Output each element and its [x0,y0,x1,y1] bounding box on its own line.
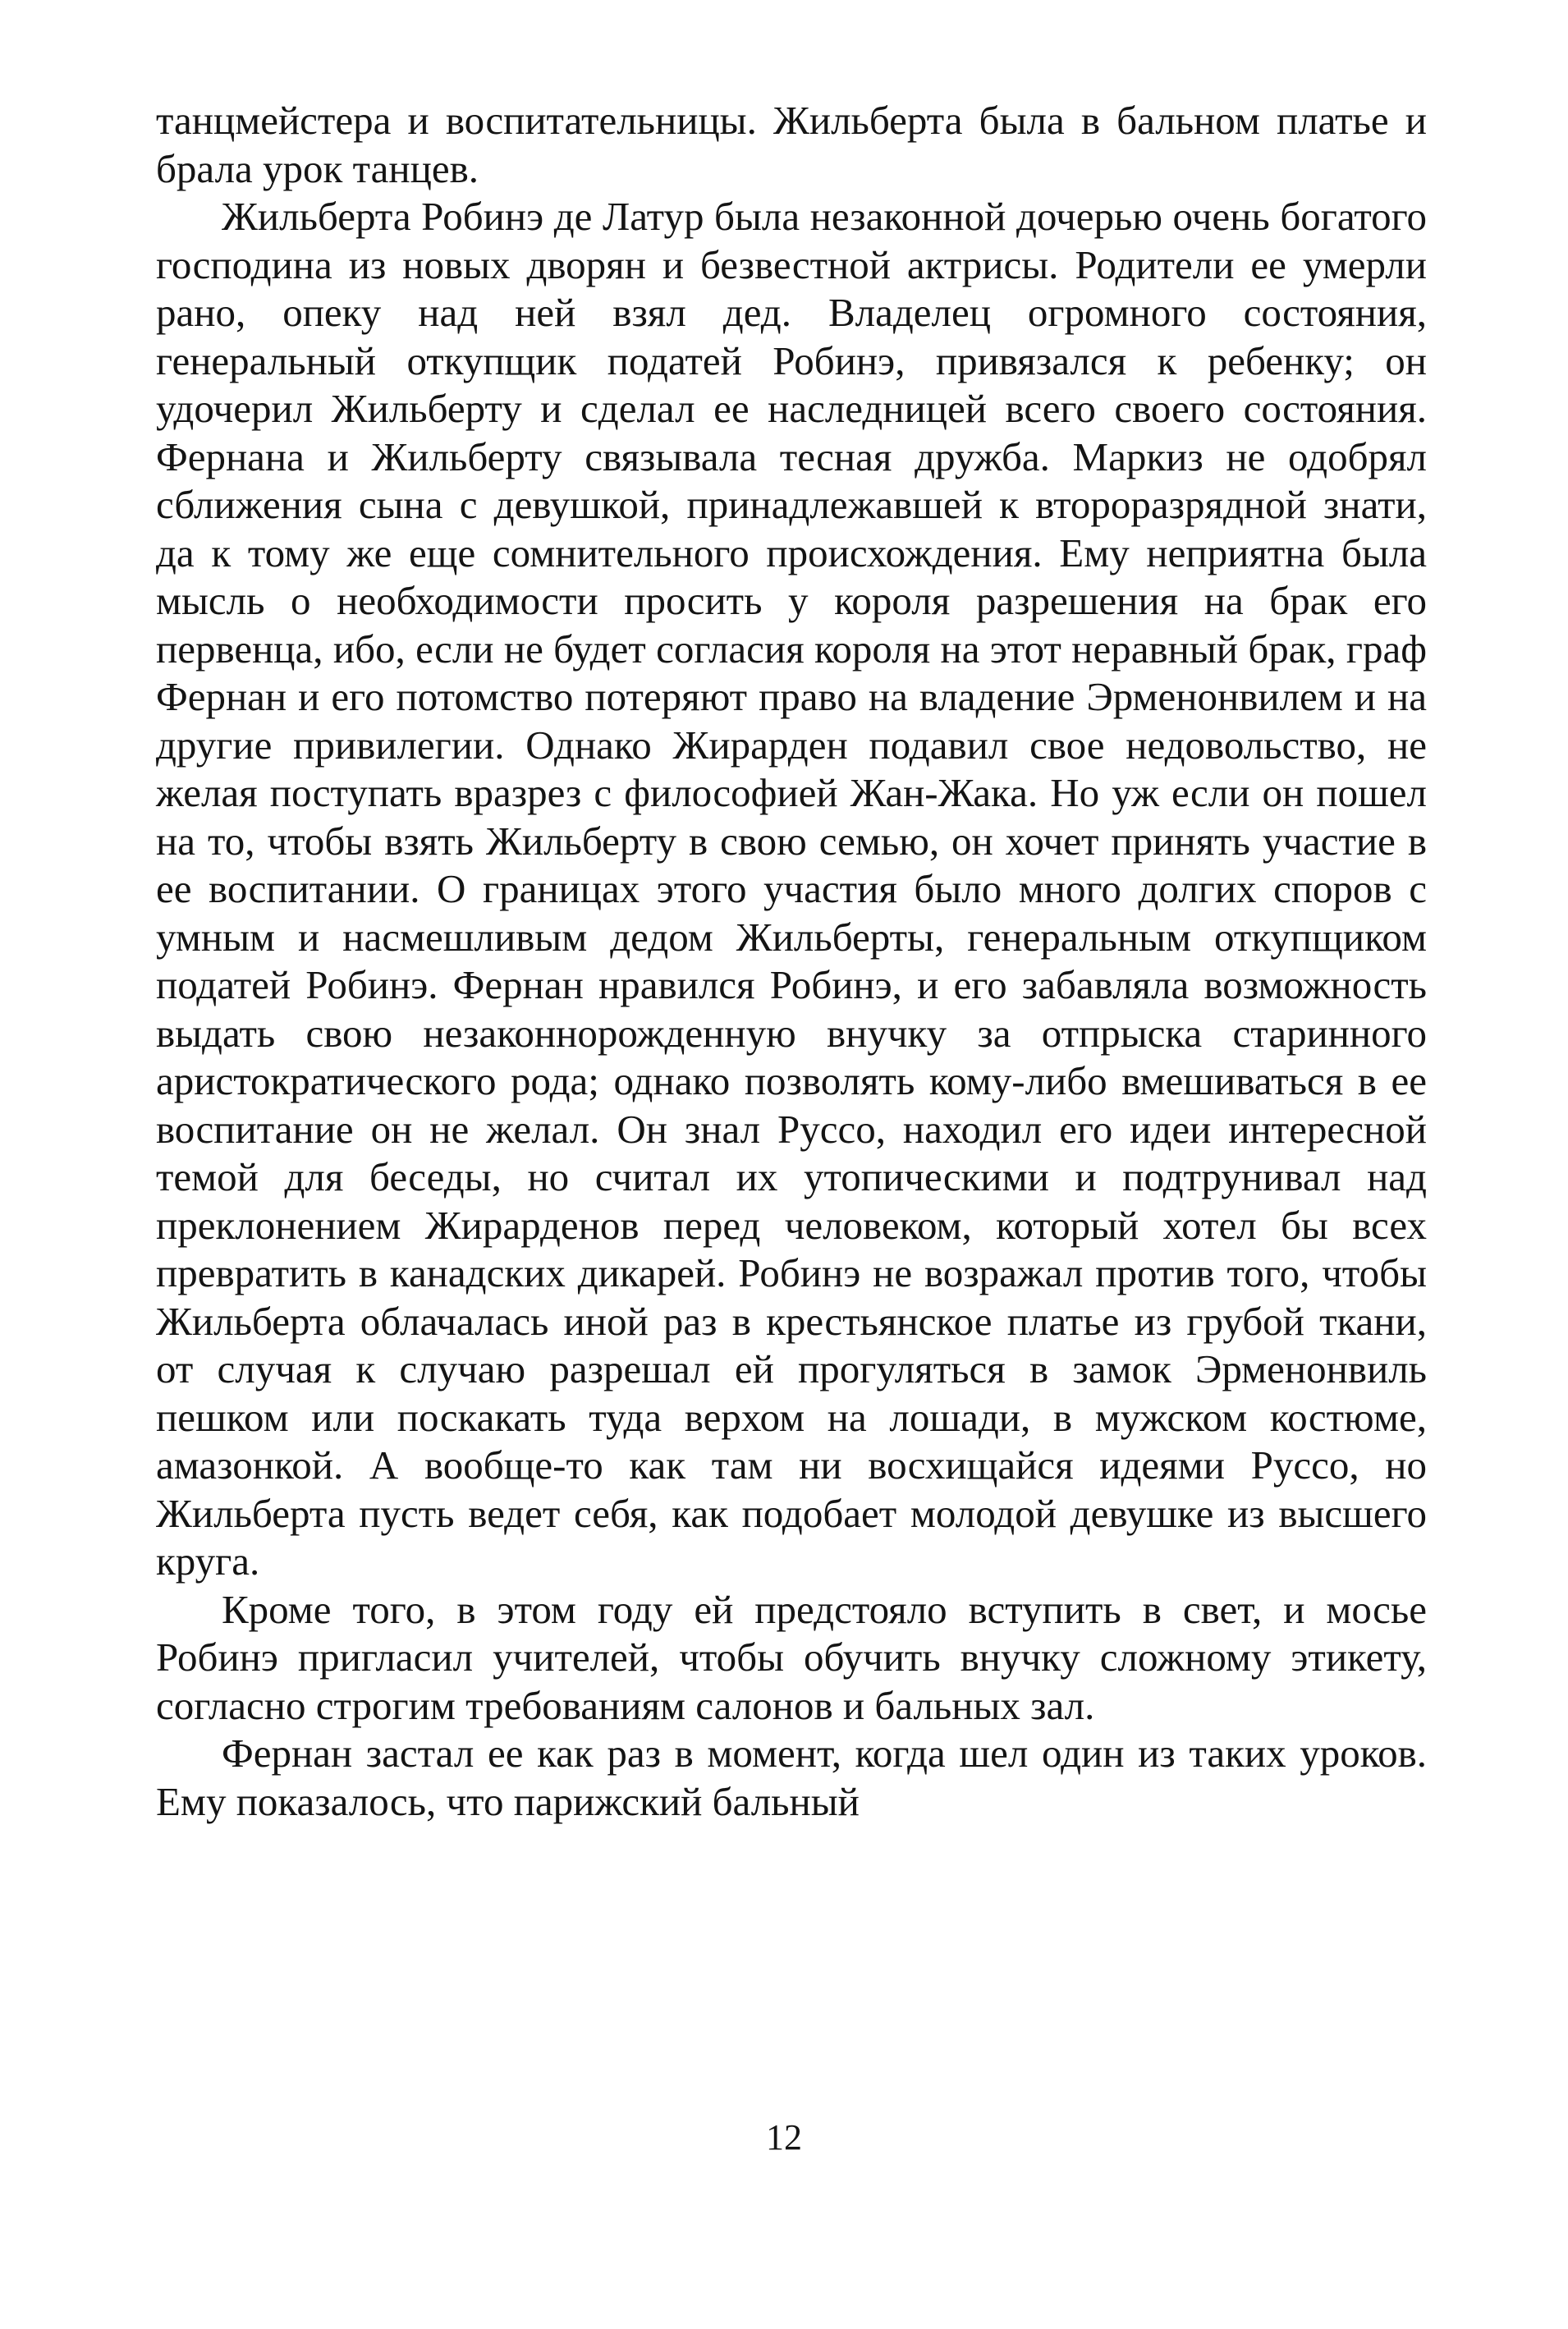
paragraph-continuation: танцмейстера и воспитательницы. Жильберта была в бальном платье и брала урок танцев. [156,98,1427,191]
text-column [156,97,1427,1826]
paragraph-etiquette-lessons: Кроме того, в этом году ей предстояло вступить в свет, и мосье Робинэ пригласил учителей, чтобы обучить внучку сложному этикету, согласно строгим требованиям салонов и бальных зал. [156,1586,1427,1728]
paragraph-fernand-arrival: Фернан застал ее как раз в момент, когда шел один из таких уроков. Ему показалось, что парижский бальный [156,1731,1427,1824]
paragraph-gilberte-background: Жильберта Робинэ де Латур была незаконной дочерью очень богатого господина из новых дворян и безвестной актрисы. Родители ее умерли рано, опеку над ней взял дед. Владелец огромного состояния, генеральный откупщик податей Робинэ, привязался к ребенку; он удочерил Жильберту и сделал ее наследницей всего своего состояния. Фернана и Жильберту связывала тесная дружба. Маркиз не одобрял сближения сына с девушкой, принадлежавшей к второразрядной знати, да к тому же еще сомнительного происхождения. Ему неприятна была мысль о необходимости просить у короля разрешения на брак его первенца, ибо, если не будет согласия короля на этот неравный брак, граф Фернан и его потомство потеряют право на владение Эрменонвилем и на другие привилегии. Однако Жирарден подавил свое недовольство, не желая поступать вразрез с философией Жан-Жака. Но уж если он пошел на то, чтобы взять Жильберту в свою семью, он хочет принять участие в ее воспитании. О границах этого участия было много долгих споров с умным и насмешливым дедом Жильберты, генеральным откупщиком податей Робинэ. Фернан нравился Робинэ, и его забавляла возможность выдать свою незаконнорожденную внучку за отпрыска старинного аристократического рода; однако позволять кому-либо вмешиваться в ее воспитание он не желал. Он знал Руссо, находил его идеи интересной темой для беседы, но считал их утопическими и подтрунивал над преклонением Жирарденов перед человеком, который хотел бы всех превратить в канадских дикарей. Робинэ не возражал против того, чтобы Жильберта облачалась иной раз в крестьянское платье из грубой ткани, от случая к случаю разрешал ей прогуляться в замок Эрменонвиль пешком или поскакать туда верхом на лошади, в мужском костюме, амазонкой. А вообще-то как там ни восхищайся идеями Руссо, но Жильберта пусть ведет себя, как подобает молодой девушке из высшего круга. [156,194,1427,1584]
page-number: 12 [766,2117,802,2157]
